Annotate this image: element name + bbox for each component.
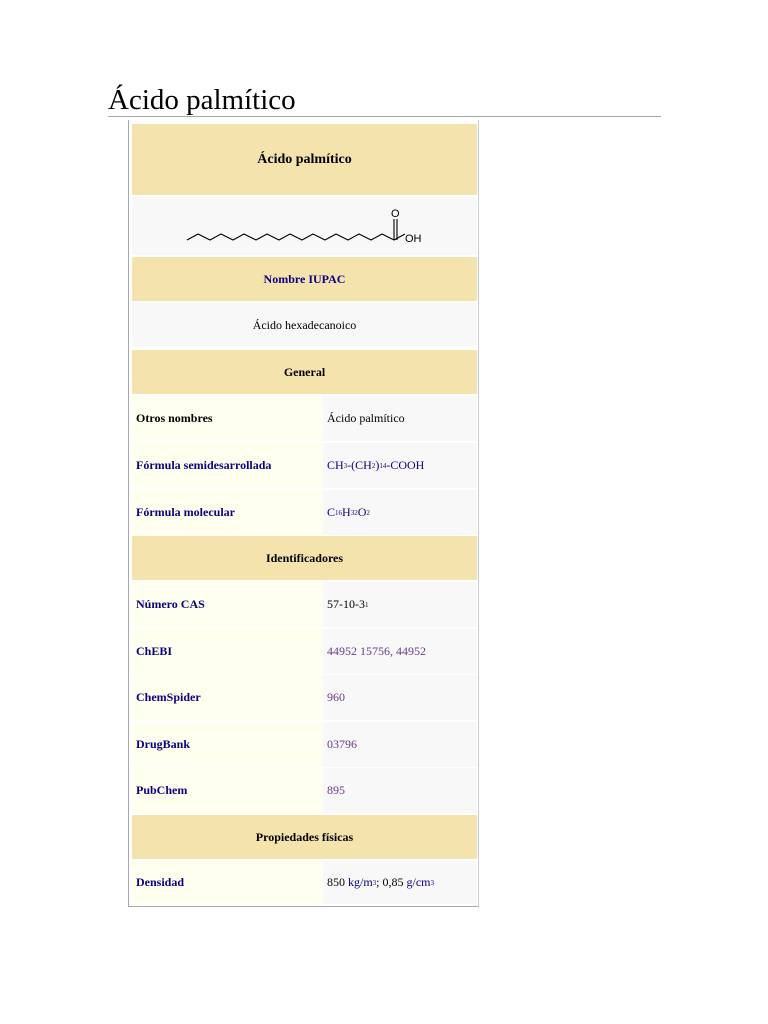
label-densidad[interactable]: Densidad: [132, 861, 323, 904]
label-chebi[interactable]: ChEBI: [132, 629, 323, 674]
row-pubchem: [132, 768, 477, 813]
formula-subscript: 3: [343, 461, 348, 470]
value-formula-molecular: [323, 490, 477, 535]
identificadores-header-text: Identificadores: [265, 550, 344, 565]
label-numero-cas[interactable]: Número CAS: [132, 582, 323, 627]
title-divider: [108, 116, 661, 117]
label-formula-semidesarrollada[interactable]: Fórmula semidesarrollada: [132, 443, 323, 488]
iupac-header: [132, 257, 477, 301]
value-numero-cas: [323, 582, 477, 627]
row-drugbank: [132, 722, 477, 767]
oxygen-label: O: [391, 208, 400, 220]
row-otros-nombres: [132, 396, 477, 441]
label-pubchem[interactable]: PubChem: [132, 768, 323, 813]
propiedades-fisicas-header: [132, 815, 477, 859]
formula-part: ): [375, 458, 380, 472]
carbon-chain: [187, 234, 405, 240]
row-chebi: [132, 629, 477, 674]
propiedades-fisicas-header-text: Propiedades físicas: [255, 829, 354, 844]
row-formula-semidesarrollada: [132, 443, 477, 488]
label-drugbank[interactable]: DrugBank: [132, 722, 323, 767]
formula-part: O: [357, 505, 367, 519]
densidad-exp-1: 3: [372, 878, 377, 887]
value-chemspider[interactable]: 960: [323, 675, 477, 720]
formula-subscript: 2: [366, 508, 370, 517]
infobox-title: [132, 124, 477, 195]
formula-subscript: 16: [335, 508, 343, 517]
densidad-value-1: 850: [327, 875, 345, 889]
value-otros-nombres: Ácido palmítico: [323, 396, 477, 441]
formula-subscript: 32: [350, 508, 358, 517]
densidad-unit-2[interactable]: g/cm: [406, 875, 431, 889]
densidad-unit-1[interactable]: kg/m: [348, 875, 373, 889]
densidad-value-2: ; 0,85: [376, 875, 404, 889]
value-densidad: [323, 861, 477, 904]
structure-image-cell[interactable]: [132, 197, 477, 255]
row-numero-cas: [132, 582, 477, 627]
identificadores-header: [132, 536, 477, 580]
value-chebi[interactable]: 44952 15756, 44952: [323, 629, 477, 674]
iupac-name-row: [132, 303, 477, 347]
value-formula-semidesarrollada: [323, 443, 477, 488]
label-otros-nombres: Otros nombres: [132, 396, 323, 441]
label-chemspider[interactable]: ChemSpider: [132, 675, 323, 720]
row-chemspider: [132, 675, 477, 720]
value-drugbank[interactable]: 03796: [323, 722, 477, 767]
formula-part: -(CH: [347, 458, 372, 472]
row-formula-molecular: [132, 490, 477, 535]
formula-subscript: 14: [379, 461, 387, 470]
general-header-text: General: [283, 364, 326, 379]
general-header: [132, 350, 477, 394]
row-densidad: [132, 861, 477, 904]
value-pubchem[interactable]: 895: [323, 768, 477, 813]
densidad-exp-2: 3: [430, 878, 435, 887]
formula-subscript: 2: [371, 461, 376, 470]
formula-part: -COOH: [386, 458, 425, 472]
iupac-header-link[interactable]: Nombre IUPAC: [263, 271, 346, 286]
iupac-name: Ácido hexadecanoico: [252, 317, 357, 332]
cas-number: 57-10-3: [327, 597, 365, 611]
hydroxyl-label: OH: [405, 233, 422, 245]
formula-part: H: [342, 505, 351, 519]
chembox-infobox: [128, 120, 479, 907]
formula-part: CH: [327, 458, 344, 472]
page-title: Ácido palmítico: [108, 84, 296, 116]
formula-part: C: [327, 505, 336, 519]
infobox-title-text: Ácido palmítico: [257, 151, 352, 167]
skeletal-formula-image[interactable]: [132, 197, 477, 255]
cas-footnote[interactable]: 1: [365, 600, 369, 609]
label-formula-molecular[interactable]: Fórmula molecular: [132, 490, 323, 535]
